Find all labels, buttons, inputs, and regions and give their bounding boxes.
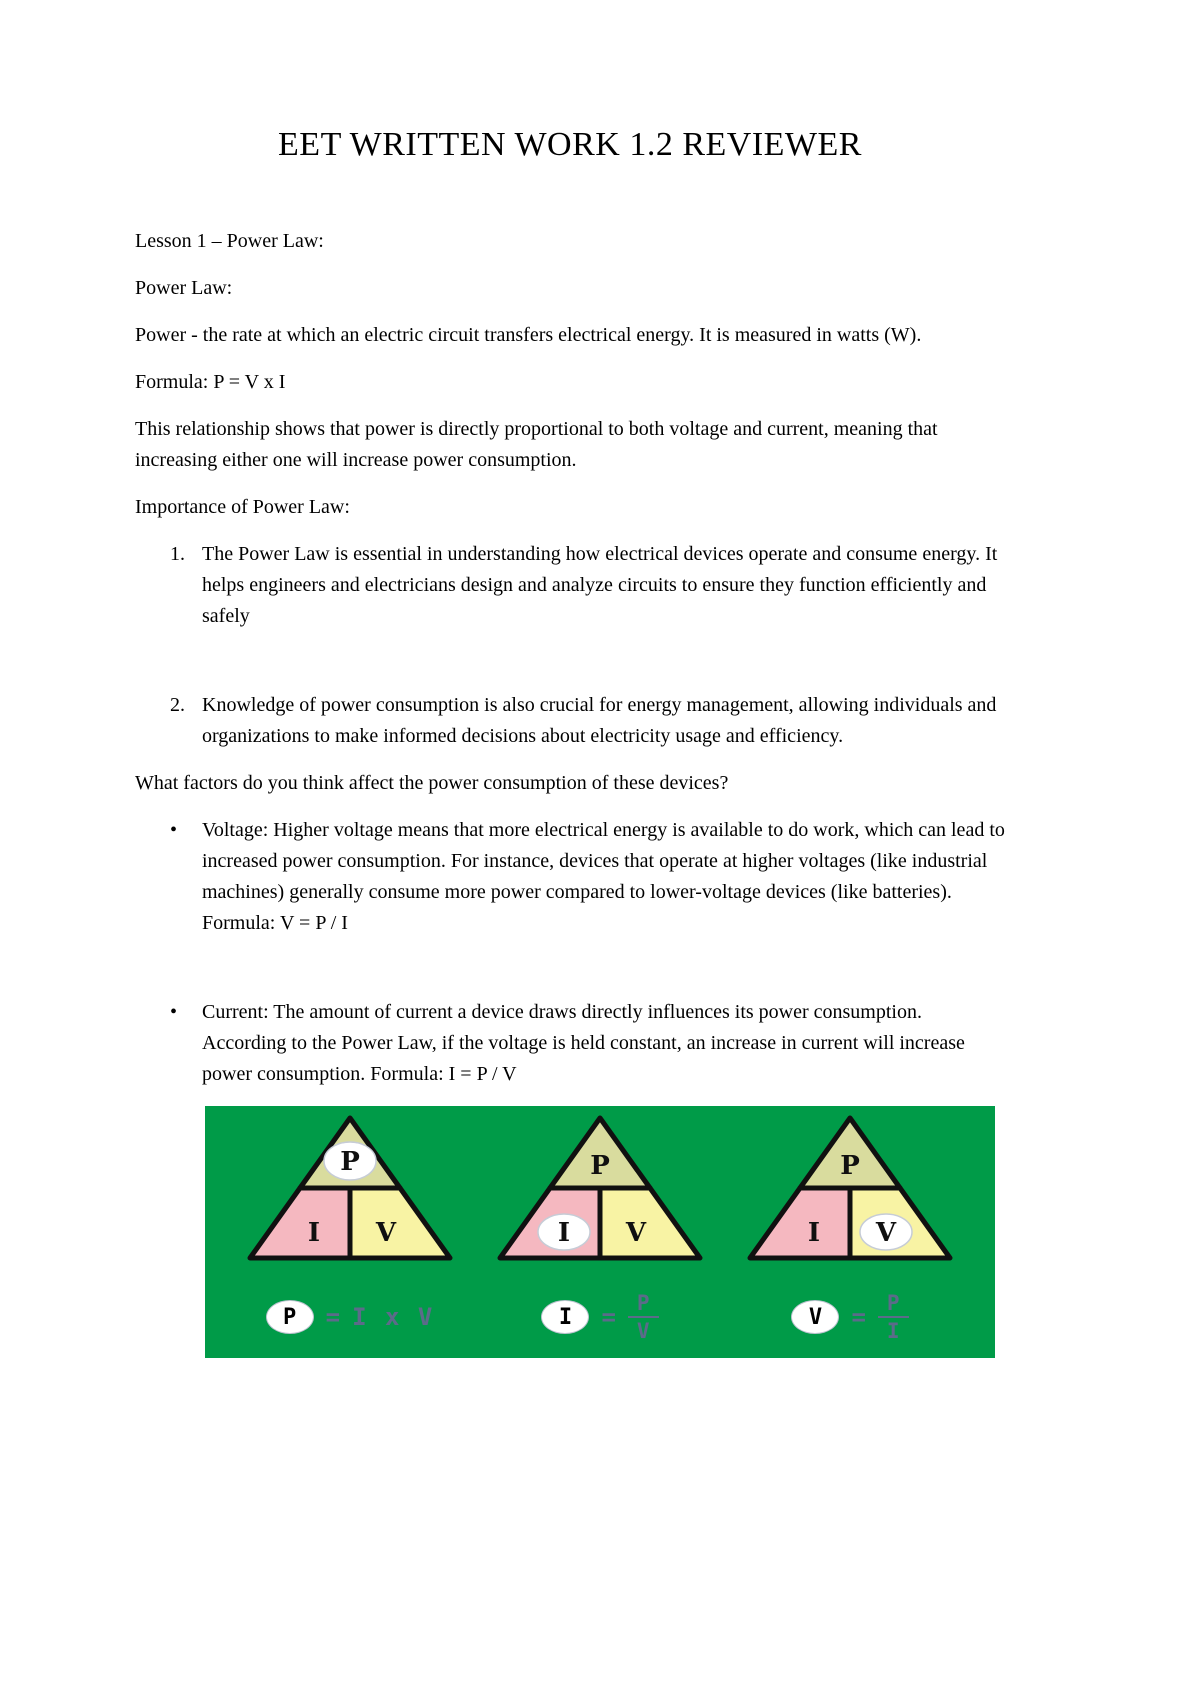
formula-p-equals-sign: = bbox=[325, 1303, 341, 1331]
formula-p-expression: I x V bbox=[352, 1303, 435, 1331]
triangle-1-left-section bbox=[250, 1188, 350, 1258]
formula-v-numerator: P bbox=[878, 1291, 909, 1318]
bullet-item-current-text: Current: The amount of current a device draws directly influences its power consumption. According to the Power Law, if the voltage is held constant, an increase in current will increase power consumption. Formula: I = P / V bbox=[202, 1001, 965, 1085]
numbered-item-1 bbox=[135, 539, 1005, 632]
paragraph-power-law-heading: Power Law: bbox=[135, 277, 233, 299]
triangle-1-label-v: V bbox=[375, 1218, 397, 1248]
paragraph-factors-question: What factors do you think affect the power consumption of these devices? bbox=[135, 772, 729, 794]
formula-p bbox=[266, 1286, 435, 1348]
triangle-2-label-v: V bbox=[625, 1218, 647, 1248]
paragraph-importance-heading: Importance of Power Law: bbox=[135, 496, 350, 518]
power-triangle-figure bbox=[205, 1106, 995, 1358]
formula-i-fraction bbox=[628, 1291, 659, 1343]
triangle-3-left-section bbox=[750, 1188, 850, 1258]
bullet-item-voltage bbox=[135, 815, 1005, 939]
document-title: EET WRITTEN WORK 1.2 REVIEWER bbox=[278, 126, 862, 163]
triangle-group-i bbox=[483, 1112, 717, 1348]
numbered-item-2-text: Knowledge of power consumption is also crucial for energy management, allowing individuals and organizations to make informed decisions about electricity usage and efficiency. bbox=[202, 694, 997, 747]
triangle-2-label-p: P bbox=[590, 1151, 610, 1181]
triangle-3-label-p: P bbox=[840, 1151, 860, 1181]
formula-i-result: I bbox=[541, 1300, 589, 1334]
formula-i-denominator: V bbox=[636, 1319, 650, 1343]
bullet-item-voltage-text: Voltage: Higher voltage means that more electrical energy is available to do work, which can lead to increased power consumption. For instance, devices that operate at higher voltages (like industrial machines) generally consume more power compared to lower-voltage devices (like batteries). Formula: V = P / I bbox=[202, 819, 1005, 934]
paragraph-lesson-heading: Lesson 1 – Power Law: bbox=[135, 230, 324, 252]
triangle-2-right-section bbox=[600, 1188, 700, 1258]
paragraph-formula: Formula: P = V x I bbox=[135, 371, 286, 393]
numbered-item-1-text: The Power Law is essential in understanding how electrical devices operate and consume energy. It helps engineers and electricians design and analyze circuits to ensure they function efficiently and safely bbox=[202, 543, 998, 627]
power-triangle-diagram-2 bbox=[483, 1112, 717, 1264]
formula-v bbox=[791, 1286, 908, 1348]
formula-p-result: P bbox=[266, 1300, 314, 1334]
bullet-item-voltage-marker: • bbox=[170, 819, 178, 841]
formula-i-numerator: P bbox=[628, 1291, 659, 1318]
numbered-item-1-marker: 1. bbox=[170, 543, 185, 565]
bullet-item-current bbox=[135, 997, 1005, 1090]
triangle-3-label-v: V bbox=[875, 1218, 897, 1248]
power-triangle-diagram-3 bbox=[733, 1112, 967, 1264]
triangle-group-p bbox=[233, 1112, 467, 1348]
numbered-list bbox=[135, 539, 1005, 752]
triangle-1-label-p: P bbox=[340, 1147, 360, 1177]
formula-v-equals-sign: = bbox=[851, 1303, 866, 1331]
triangle-1-label-i: I bbox=[307, 1218, 321, 1248]
numbered-item-2 bbox=[135, 690, 1005, 752]
triangle-3-label-i: I bbox=[807, 1218, 821, 1248]
formula-v-denominator: I bbox=[886, 1319, 900, 1343]
bullet-list bbox=[135, 815, 1005, 1090]
numbered-item-2-marker: 2. bbox=[170, 694, 185, 716]
paragraph-power-definition: Power - the rate at which an electric circuit transfers electrical energy. It is measured in watts (W). bbox=[135, 324, 922, 346]
formula-i-equals-sign: = bbox=[601, 1303, 616, 1331]
triangle-group-v bbox=[733, 1112, 967, 1348]
formula-v-fraction bbox=[878, 1291, 909, 1343]
formula-v-result: V bbox=[791, 1300, 839, 1334]
power-triangle-diagram-1 bbox=[233, 1112, 467, 1264]
formula-i bbox=[541, 1286, 658, 1348]
bullet-item-current-marker: • bbox=[170, 1001, 178, 1023]
paragraph-relationship: This relationship shows that power is directly proportional to both voltage and current, meaning that increasing either one will increase power consumption. bbox=[135, 418, 938, 471]
triangle-1-right-section bbox=[350, 1188, 450, 1258]
triangle-2-label-i: I bbox=[557, 1218, 571, 1248]
